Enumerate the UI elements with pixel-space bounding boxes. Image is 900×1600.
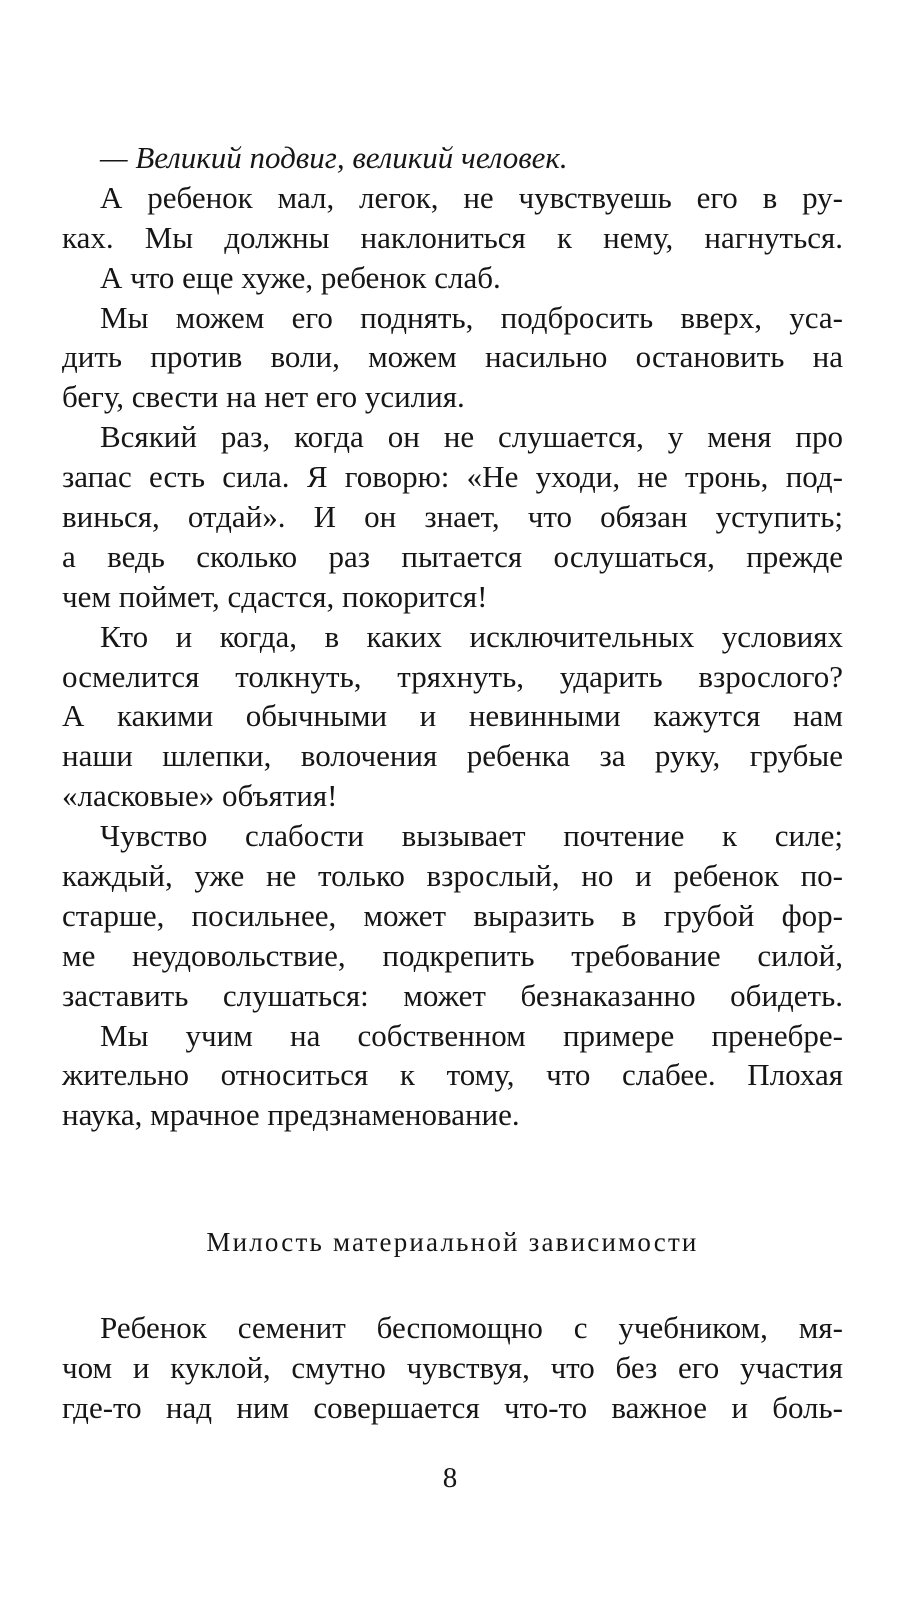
text-line: А что еще хуже, ребенок слаб. bbox=[100, 259, 501, 295]
text-line: заставить слушаться: может безнаказанно обидеть. bbox=[62, 977, 843, 1013]
text-line: ме неудовольствие, подкрепить требование силой, bbox=[62, 937, 843, 973]
main-text bbox=[62, 138, 843, 1135]
text-line: наши шлепки, волочения ребенка за руку, грубые bbox=[62, 738, 843, 774]
text-line: Всякий раз, когда он не слушается, у меня про bbox=[100, 419, 843, 455]
text-line: запас есть сила. Я говорю: «Не уходи, не тронь, под- bbox=[62, 459, 843, 495]
text-line: Чувство слабости вызывает почтение к силе; bbox=[100, 818, 843, 854]
text-line: чем поймет, сдастся, покорится! bbox=[62, 578, 488, 614]
text-line: жительно относиться к тому, что слабее. Плохая bbox=[62, 1057, 843, 1093]
text-line: каждый, уже не только взрослый, но и ребенок по- bbox=[62, 858, 843, 894]
text-line: А ребенок мал, легок, не чувствуешь его в ру- bbox=[100, 179, 843, 215]
section-heading: Милость материальной зависимости bbox=[206, 1227, 699, 1257]
text-line: — Великий подвиг, великий человек. bbox=[100, 140, 568, 175]
text-line: Ребенок семенит беспомощно с учебником, мя- bbox=[100, 1310, 843, 1345]
text-line: ках. Мы должны наклониться к нему, нагнуться. bbox=[62, 219, 843, 255]
text-line: дить против воли, можем насильно остановить на bbox=[62, 339, 843, 375]
text-line: а ведь сколько раз пытается ослушаться, прежде bbox=[62, 538, 843, 574]
text-line: винься, отдай». И он знает, что обязан уступить; bbox=[62, 499, 843, 535]
text-line: где-то над ним совершается что-то важное и боль- bbox=[62, 1389, 843, 1425]
text-line: Кто и когда, в каких исключительных условиях bbox=[100, 618, 843, 654]
text-line: Мы можем его поднять, подбросить вверх, уса- bbox=[100, 299, 843, 335]
section-text bbox=[62, 1308, 843, 1428]
text-line: чом и куклой, смутно чувствуя, что без его участия bbox=[62, 1349, 843, 1385]
text-line: бегу, свести на нет его усилия. bbox=[62, 379, 465, 415]
text-line: старше, посильнее, может выразить в грубой фор- bbox=[62, 897, 843, 933]
page-number: 8 bbox=[442, 1462, 458, 1494]
text-line: наука, мрачное предзнаменование. bbox=[62, 1097, 520, 1133]
text-line: осмелится толкнуть, тряхнуть, ударить взрослого? bbox=[62, 658, 843, 694]
text-line: А какими обычными и невинными кажутся нам bbox=[62, 698, 843, 734]
text-line: «ласковые» объятия! bbox=[62, 778, 338, 814]
text-line: Мы учим на собственном примере пренебре- bbox=[100, 1017, 843, 1053]
